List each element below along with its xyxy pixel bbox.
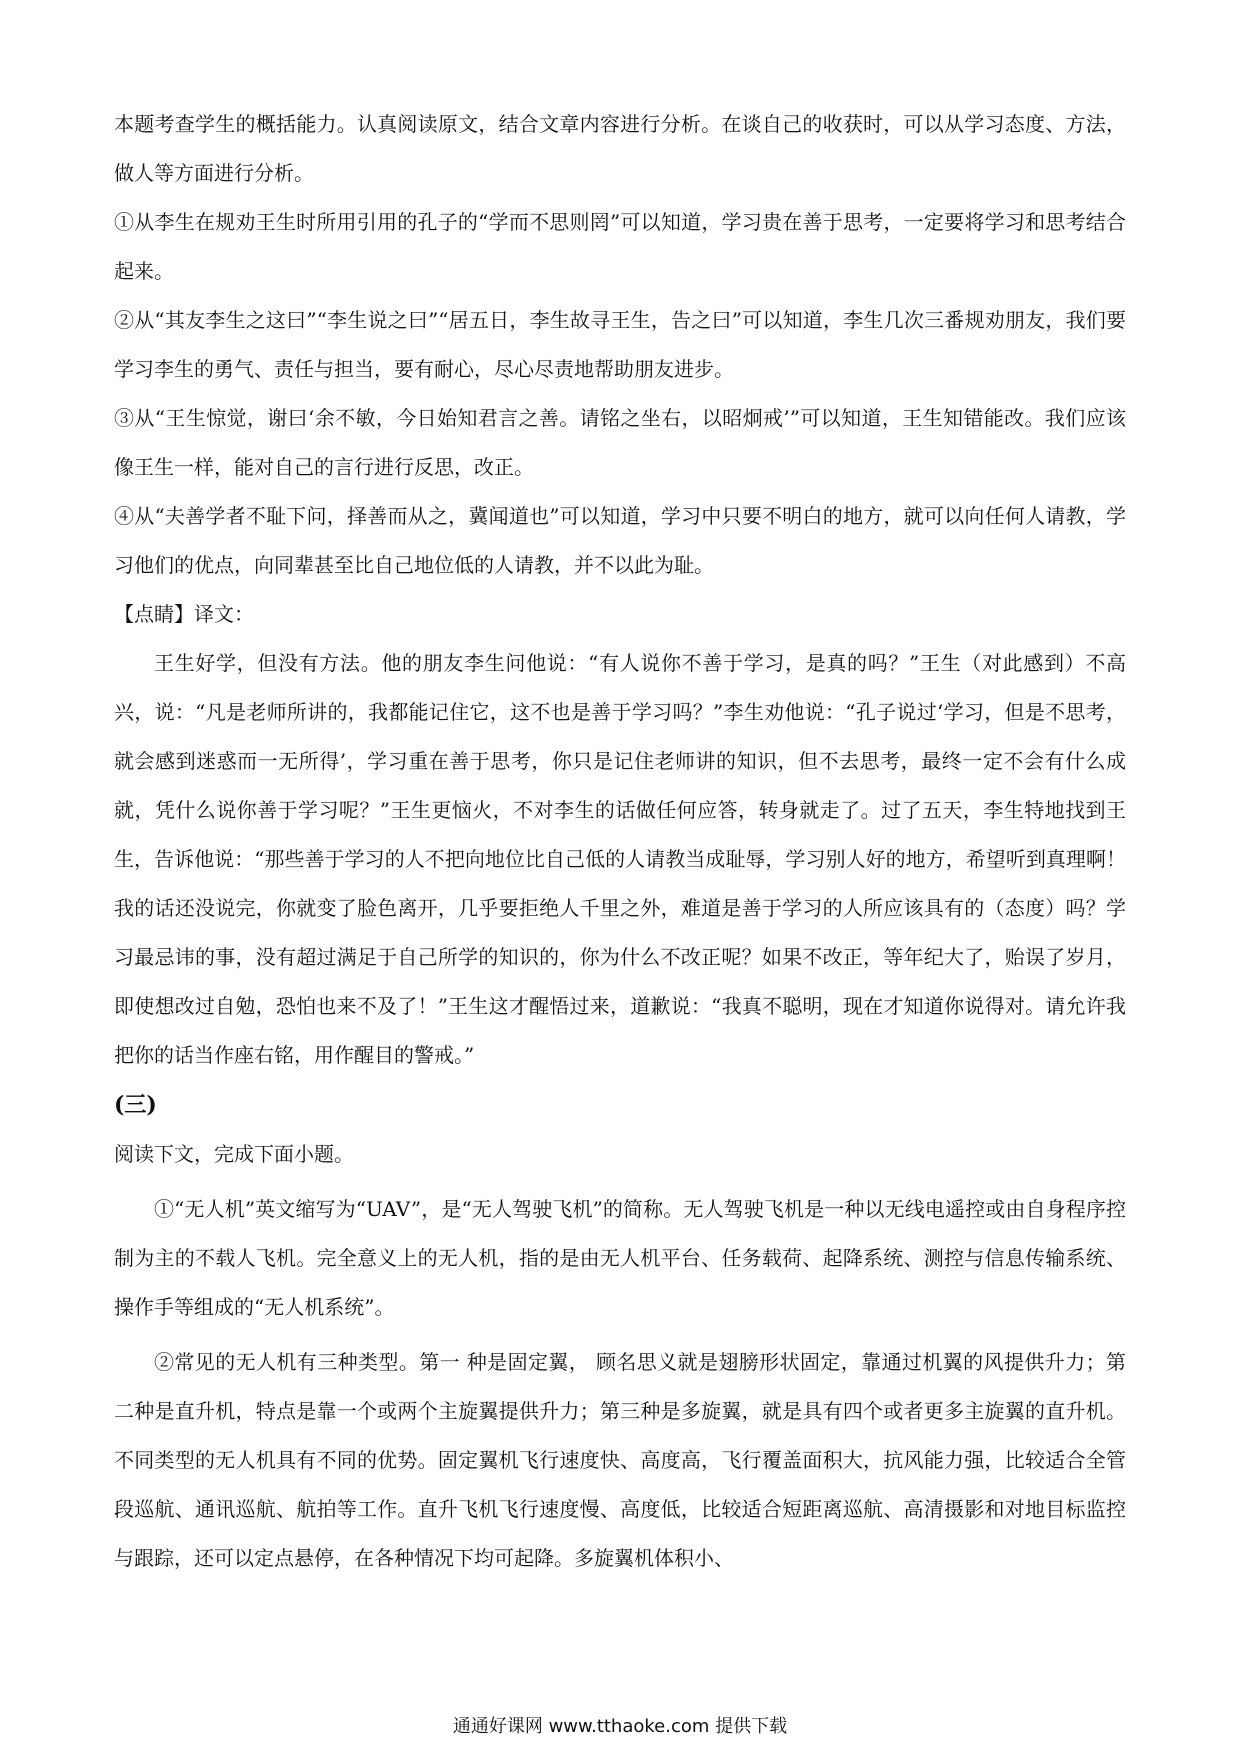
section-heading: (三) [114, 1092, 157, 1118]
analysis-point-3: ③从“王生惊觉，谢曰‘余不敏，今日始知君言之善。请铭之坐右，以昭炯戒’”可以知道，王生知错能改。我们应该像王生一样，能对自己的言行进行反思，改正。 [114, 406, 1126, 479]
analysis-point-2: ②从“其友李生之这曰”“李生说之曰”“居五日，李生故寻王生，告之曰”可以知道，李生几次三番规劝朋友，我们要学习李生的勇气、责任与担当，要有耐心，尽心尽责地帮助朋友进步。 [114, 308, 1126, 381]
note-label: 【点睛】译文： [114, 602, 254, 626]
reading-paragraph-2: ②常见的无人机有三种类型。第一 种是固定翼， 顾名思义就是翅膀形状固定，靠通过机翼的风提供升力；第二种是直升机，特点是靠一个或两个主旋翼提供升力；第三种是多旋翼，就是具有四个或者更多主旋翼的直升机。不同类型的无人机具有不同的优势。固定翼机飞行速度快、高度高，飞行覆盖面积大，抗风能力强，比较适合全管段巡航、通讯巡航、航拍等工作。直升飞机飞行速度慢、高度低，比较适合短距离巡航、高清摄影和对地目标监控与跟踪，还可以定点悬停，在各种情况下均可起降。多旋翼机体积小、 [114, 1350, 1126, 1570]
reading-paragraph-1: ①“无人机”英文缩写为“UAV”，是“无人驾驶飞机”的简称。无人驾驶飞机是一种以无线电遥控或由自身程序控制为主的不载人飞机。完全意义上的无人机，指的是由无人机平台、任务载荷、起降系统、测控与信息传输系统、操作手等组成的“无人机系统”。 [114, 1197, 1126, 1319]
section-instruction: 阅读下文，完成下面小题。 [114, 1142, 354, 1166]
footer-source: 通通好课网 www.tthaoke.com 提供下载 [452, 1716, 788, 1737]
analysis-point-1: ①从李生在规劝王生时所用引用的孔子的“学而不思则罔”可以知道，学习贵在善于思考，一定要将学习和思考结合起来。 [114, 210, 1126, 283]
translation-paragraph: 王生好学，但没有方法。他的朋友李生问他说：“有人说你不善于学习，是真的吗？”王生（对此感到）不高兴，说：“凡是老师所讲的，我都能记住它，这不也是善于学习吗？”李生劝他说：“孔子说过‘学习，但是不思考，就会感到迷惑而一无所得’，学习重在善于思考，你只是记住老师讲的知识，但不去思考，最终一定不会有什么成就，凭什么说你善于学习呢？”王生更恼火，不对李生的话做任何应答，转身就走了。过了五天，李生特地找到王生，告诉他说：“那些善于学习的人不把向地位比自己低的人请教当成耻辱，学习别人好的地方，希望听到真理啊！我的话还没说完，你就变了脸色离开，几乎要拒绝人千里之外，难道是善于学习的人所应该具有的（态度）吗？学习最忌讳的事，没有超过满足于自己所学的知识的，你为什么不改正呢？如果不改正，等年纪大了，贻误了岁月，即使想改过自勉，恐怕也来不及了！”王生这才醒悟过来，道歉说：“我真不聪明，现在才知道你说得对。请允许我把你的话当作座右铭，用作醒目的警戒。” [114, 651, 1126, 1067]
analysis-intro: 本题考查学生的概括能力。认真阅读原文，结合文章内容进行分析。在谈自己的收获时，可以从学习态度、方法，做人等方面进行分析。 [114, 112, 1126, 185]
page-content [114, 100, 1126, 1583]
analysis-point-4: ④从“夫善学者不耻下问，择善而从之，冀闻道也”可以知道，学习中只要不明白的地方，就可以向任何人请教，学习他们的优点，向同辈甚至比自己地位低的人请教，并不以此为耻。 [114, 504, 1126, 577]
